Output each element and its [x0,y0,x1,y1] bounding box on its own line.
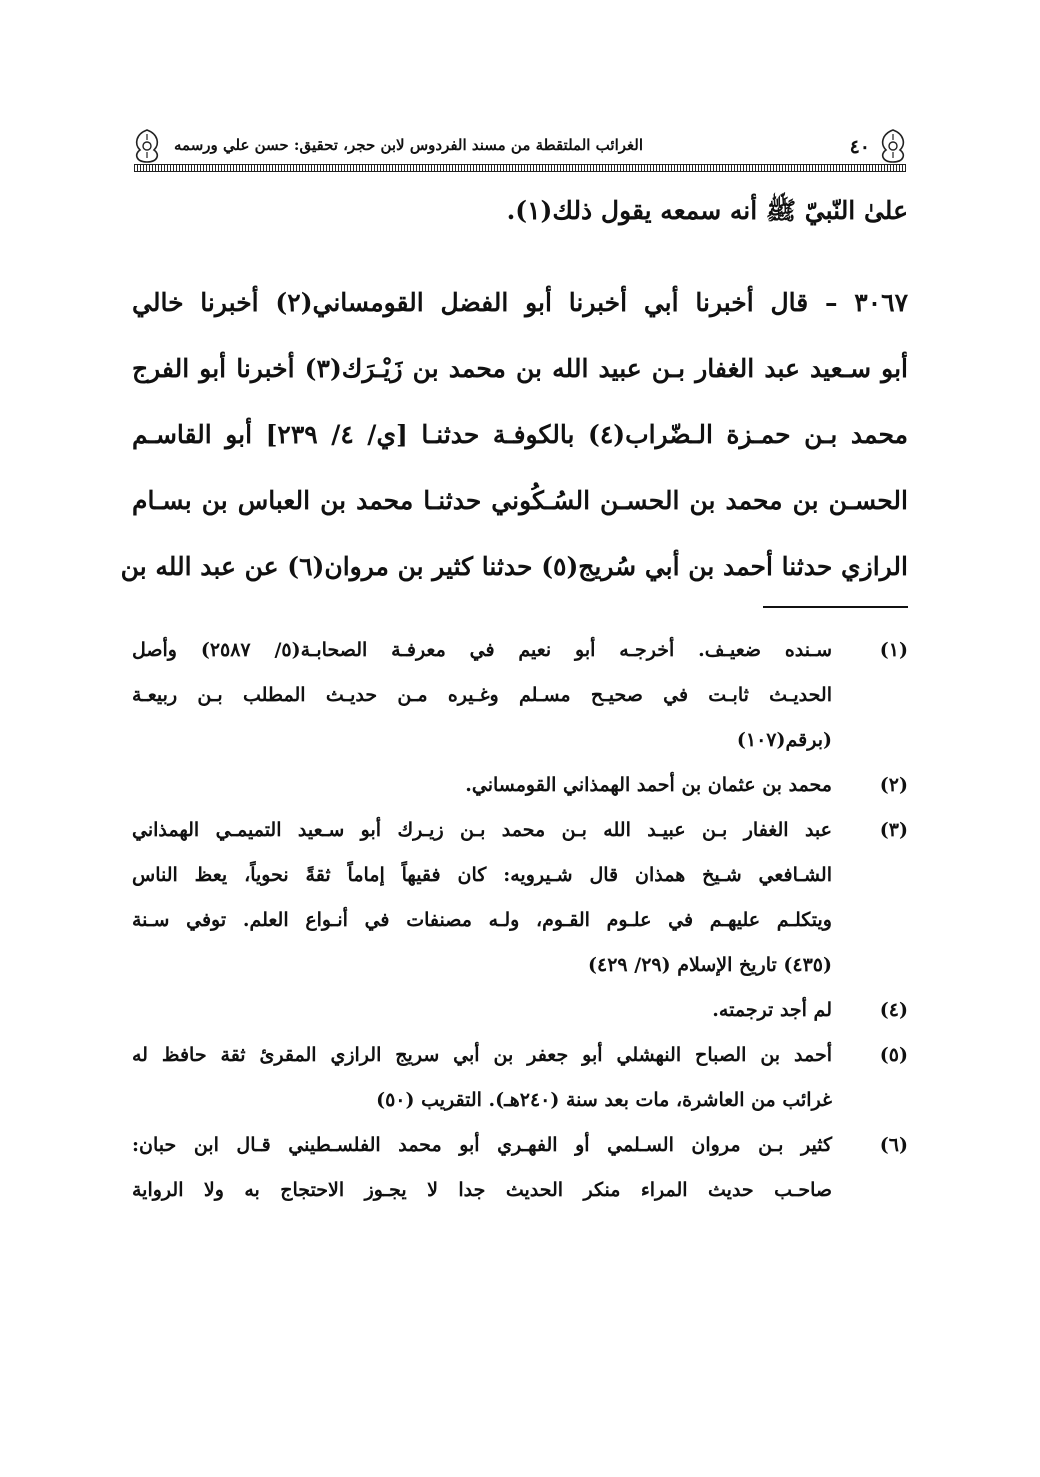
footnote-number: (٦) [879,1134,908,1156]
hadith-3067 [120,270,909,600]
text-line: الرازي حدثنا أحمد بن أبي سُريج(٥) حدثنا كثير بن مروان(٦) عن عبد الله بن [120,552,908,581]
footnote [132,1123,908,1213]
running-title: الغرائب الملتقطة من مسند الفردوس لابن حجر، تحقيق: حسن علي ورسمه [174,136,643,154]
text-line: ٣٠٦٧ – قال أخبرنا أبي أخبرنا أبو الفضل القومساني(٢) أخبرنا خالي [132,288,908,317]
footnote-line: (٤٣٥) تاريخ الإسلام (٢٩/ ٤٢٩) [588,954,832,976]
footnote-line: كثير بـن مروان السـلمي أو الفهـري أبو محمد الفلسـطيني قـال ابن حبان: [132,1134,832,1156]
footnote [132,808,908,988]
footnotes [132,628,908,1213]
footnote-line: الحديـث ثابـت في صحيـح مسـلم وغـيره مـن حديـث المطلب بـن ربيعـة [132,684,832,706]
footnote-line: لم أجد ترجمته. [712,999,832,1021]
footnote [132,988,908,1033]
footnote-number: (٢) [879,774,908,796]
footnote-line: عبد الغفار بـن عبيـد الله بـن محمد بـن زيـرك أبو سـعيد التميمـي الهمذاني [132,819,832,841]
footnote-line: (برقم(١٠٧) [736,729,832,751]
footnote-number: (٥) [879,1044,908,1066]
text-line: محمد بـن حمـزة الـضّراب(٤) بالكوفـة حدثنـا [ي/ ٤/ ٢٣٩] أبو القاسـم [132,420,908,449]
text-line: علىٰ النّبيّ ﷺ أنه سمعه يقول ذلك(١). [506,196,908,225]
footnote-line: غرائب من العاشرة، مات بعد سنة (٢٤٠هـ). التقريب (٥٠) [376,1089,832,1111]
footnote-number: (٤) [879,999,908,1021]
footnote-line: صاحـب حديث المراء منكر الحديث جدا لا يجـوز الاحتجاج به ولا الرواية [132,1179,832,1201]
ornament-icon [130,128,164,164]
footnote [132,763,908,808]
footnote-line: محمد بن عثمان بن أحمد الهمذاني القومساني. [465,774,832,796]
text-line: أبو سـعيد عبد الغفار بـن عبيد الله بن محمد بن زَيْـرَك(٣) أخبرنا أبو الفرج [132,354,909,383]
header-rule [134,164,906,172]
footnote-line: ويتكلـم عليهـم في علـوم القـوم، ولـه مصنفات في أنـواع العلم. توفي سـنة [132,909,832,931]
footnote-line: أحمد بن الصباح النهشلي أبو جعفر بن أبي سريج الرازي المقرئ ثقة حافظ له [132,1044,832,1066]
page-number: ٤٠ [849,136,870,158]
footnote [132,628,908,763]
footnote-number: (٣) [879,819,908,841]
running-header [130,126,910,172]
footnote [132,1033,908,1123]
footnote-line: سـنده ضعيـف. أخرجـه أبو نعيم في معرفـة الصحابـة(٥/ ٢٥٨٧) وأصل [132,639,832,661]
text-line: الحسـن بن محمد بن الحسـن السُـكُوني حدثنـا محمد بن العباس بن بسـام [132,486,908,515]
footnote-number: (١) [879,639,908,661]
ornament-icon [876,128,910,164]
footnote-separator [763,606,908,608]
footnote-line: الشـافعي شـيخ همذان قال شـيرويه: كان فقيهاً إماماً ثقةً نحوياً، يعظ الناس [132,864,832,886]
main-text [132,178,908,244]
